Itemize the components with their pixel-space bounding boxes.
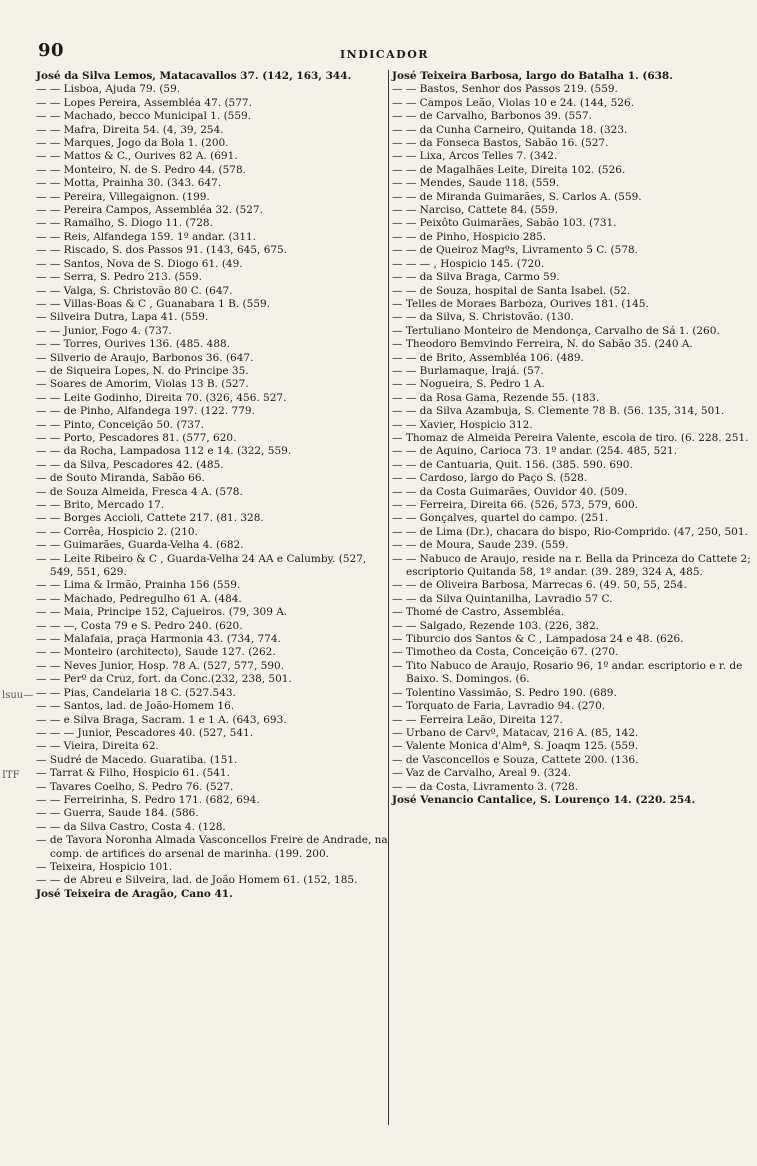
directory-entry: — — Monteiro, N. de S. Pedro 44. (578. — [36, 163, 246, 176]
directory-entry: — — Malafaia, praça Harmonia 43. (734, 774. — [36, 633, 281, 646]
directory-entry: — Thomé de Castro, Assembléa. — [392, 606, 565, 619]
directory-entry: — — Villas-Boas & C , Guanabara 1 B. (559. — [36, 297, 271, 310]
directory-entry: — — Mendes, Saude 118. (559. — [392, 177, 560, 190]
directory-entry: — Torquato de Faria, Lavradio 94. (270. — [392, 700, 606, 713]
directory-entry: — — de Queiroz Magºs, Livramento 5 C. (578. — [392, 244, 639, 257]
directory-entry: — — de Aquino, Carioca 73. 1º andar. (254. 485, 521. — [392, 445, 678, 458]
directory-entry: — Theodoro Bemvindo Ferreira, N. do Sabão 35. (240 A. — [392, 338, 693, 351]
directory-entry: — — de Brito, Assembléa 106. (489. — [392, 351, 584, 364]
directory-entry: — — Lopes Pereira, Assembléa 47. (577. — [36, 96, 252, 109]
directory-entry: — — Lixa, Arcos Telles 7. (342. — [392, 150, 558, 163]
directory-entry: — — da Silva, Pescadores 42. (485. — [36, 458, 224, 471]
directory-entry: — — da Costa Guimarães, Ouvidor 40. (509. — [392, 485, 628, 498]
directory-entry: — — Torres, Ourives 136. (485. 488. — [36, 338, 231, 351]
running-head: INDICADOR — [340, 48, 429, 61]
directory-entry: — — Ferreira, Direita 66. (526, 573, 579, 600. — [392, 499, 639, 511]
directory-entry: — Valente Monica d'Almª, S. Joaqm 125. (559. — [392, 740, 639, 753]
directory-entry: — — — Junior, Pescadores 40. (527, 541. — [36, 726, 254, 739]
directory-entry: — — Ferreirinha, S. Pedro 171. (682, 694. — [36, 793, 260, 806]
directory-entry: — — da Fonseca Bastos, Sabão 16. (527. — [392, 137, 609, 150]
directory-entry: — — da Silva Braga, Carmo 59. — [392, 271, 560, 284]
directory-entry: — Teixeira, Hospicio 101. — [36, 860, 173, 873]
directory-entry: — de Siqueira Lopes, N. do Principe 35. — [36, 364, 249, 377]
directory-entry: — — Machado, Pedregulho 61 A. (484. — [36, 592, 242, 605]
directory-entry: — — Vieira, Direita 62. — [36, 740, 159, 753]
directory-entry: — — de Oliveira Barbosa, Marrecas 6. (49. 50, 55, 254. — [392, 579, 687, 592]
directory-entry: — — Machado, becco Municipal 1. (559. — [36, 110, 252, 123]
directory-entry: — Silveira Dutra, Lapa 41. (559. — [36, 311, 209, 324]
directory-entry: — — Burlamaque, Irajá. (57. — [392, 364, 544, 377]
directory-entry: — — Monteiro (architecto), Saude 127. (262. — [36, 646, 276, 659]
directory-entry: — — Pias, Candelaria 18 C. (527.543. — [36, 686, 236, 699]
directory-entry: — — Valga, S. Christovão 80 C. (647. — [36, 284, 233, 297]
directory-entry: — — Porto, Pescadores 81. (577, 620. — [36, 431, 237, 444]
directory-entry: — — Leite Ribeiro & C , Guarda-Velha 24 AA e Calumby. (527, 549, 551, 629. — [36, 552, 367, 579]
directory-entry: — Vaz de Carvalho, Areal 9. (324. — [392, 767, 572, 780]
directory-entry: — — de Carvalho, Barbonos 39. (557. — [392, 110, 592, 123]
directory-entry: — — de Abreu e Silveira, lad. de João Homem 61. (152, 185. — [36, 874, 358, 887]
directory-entry: — — Lima & Irmão, Prainha 156 (559. — [36, 579, 241, 592]
directory-entry: — — Junior, Fogo 4. (737. — [36, 324, 172, 337]
directory-entry: — — da Cunha Carneiro, Quitanda 18. (323. — [392, 123, 628, 136]
directory-entry: — — da Silva, S. Christovão. (130. — [392, 311, 574, 324]
directory-entry: — — Cardoso, largo do Paço S. (528. — [392, 472, 588, 485]
directory-entry: — — Lisboa, Ajuda 79. (59. — [36, 83, 181, 96]
directory-entry: — Sudré de Macedo. Guaratiba. (151. — [36, 753, 238, 766]
directory-entry: — Tolentino Vassimão, S. Pedro 190. (689. — [392, 686, 617, 699]
directory-entry: — — Reis, Alfandega 159. 1º andar. (311. — [36, 230, 257, 243]
right-column — [392, 70, 752, 807]
directory-entry: — — Bastos, Senhor dos Passos 219. (559. — [392, 83, 618, 96]
directory-entry: — Soares de Amorim, Violas 13 B. (527. — [36, 378, 249, 391]
directory-entry: — de Souto Miranda, Sabão 66. — [36, 472, 205, 485]
column-divider — [388, 70, 389, 1125]
directory-entry: — — Nabuco de Araujo, reside na r. Bella da Princeza do Cattete 2; escriptorio Quitanda 58, 1º andar. (39. 289, 324 A, 485. — [392, 552, 751, 579]
directory-entry: — — Salgado, Rezende 103. (226, 382. — [392, 619, 599, 632]
directory-entry: — — Ferreira Leão, Direita 127. — [392, 713, 563, 726]
directory-entry: — — Neves Junior, Hosp. 78 A. (527, 577, 590. — [36, 659, 285, 672]
directory-entry: — — Pinto, Conceição 50. (737. — [36, 418, 204, 431]
directory-entry: — Telles de Moraes Barboza, Ourives 181. (145. — [392, 297, 649, 310]
directory-entry: — — de Cantuaria, Quit. 156. (385. 590. 690. — [392, 458, 633, 471]
directory-entry: — — da Costa, Livramento 3. (728. — [392, 780, 579, 793]
directory-entry: — — da Rocha, Lampadosa 112 e 14. (322, 559. — [36, 445, 292, 458]
directory-entry: — — de Pinho, Alfandega 197. (122. 779. — [36, 405, 255, 418]
directory-entry: — de Tavora Noronha Almada Vasconcellos Freire de Andrade, na comp. de artifices do arsenal de marinha. (199. 200. — [36, 834, 388, 860]
directory-entry: — — Ramalho, S. Diogo 11. (728. — [36, 217, 213, 230]
left-column — [36, 70, 390, 901]
directory-entry: — — Pereira Campos, Assembléa 32. (527. — [36, 204, 263, 217]
directory-entry: — de Vasconcellos e Souza, Cattete 200. (136. — [392, 753, 639, 766]
directory-entry: — Tiburcio dos Santos & C , Lampadosa 24 e 48. (626. — [392, 633, 684, 646]
directory-entry: — — Maia, Principe 152, Cajueiros. (79, 309 A. — [36, 606, 288, 619]
directory-entry: José Teixeira Barbosa, largo do Batalha 1. (638. — [392, 70, 673, 82]
directory-entry: — — Narciso, Cattete 84. (559. — [392, 204, 558, 217]
directory-entry: — — Borges Accioli, Cattete 217. (81. 328. — [36, 512, 264, 525]
directory-entry: — — Marques, Jogo da Bola 1. (200. — [36, 137, 229, 150]
directory-entry: — Thomaz de Almeida Pereira Valente, escola de tiro. (6. 228. 251. — [392, 431, 749, 444]
directory-entry: José da Silva Lemos, Matacavallos 37. (142, 163, 344. — [36, 70, 352, 82]
directory-entry: — Urbano de Carvº, Matacav, 216 A. (85, 142. — [392, 726, 639, 739]
directory-entry: — — Perº da Cruz, fort. da Conc.(232, 238, 501. — [36, 673, 292, 686]
directory-entry: — — Riscado, S. dos Passos 91. (143, 645, 675. — [36, 244, 288, 257]
directory-entry: — — — , Hospicio 145. (720. — [392, 257, 545, 270]
directory-entry: — — Campos Leão, Violas 10 e 24. (144, 526. — [392, 96, 635, 109]
directory-entry: José Venancio Cantalice, S. Lourenço 14. (220. 254. — [392, 793, 696, 806]
directory-entry: — — Motta, Prainha 30. (343. 647. — [36, 177, 222, 190]
directory-entry: — Tavares Coelho, S. Pedro 76. (527. — [36, 780, 234, 793]
margin-mark: ITF — [2, 770, 20, 781]
directory-entry: — — Nogueira, S. Pedro 1 A. — [392, 378, 545, 391]
directory-entry: — — Peixôto Guimarães, Sabão 103. (731. — [392, 217, 617, 230]
margin-mark: lsuu— — [2, 690, 34, 701]
directory-entry: — — Santos, Nova de S. Diogo 61. (49. — [36, 257, 243, 270]
directory-entry: — Tertuliano Monteiro de Mendonça, Carvalho de Sá 1. (260. — [392, 324, 720, 337]
directory-entry: — Timotheo da Costa, Conceição 67. (270. — [392, 646, 619, 659]
directory-entry: — — da Silva Castro, Costa 4. (128. — [36, 820, 226, 833]
directory-entry: — — de Souza, hospital de Santa Isabel. (52. — [392, 284, 631, 297]
directory-entry: — — da Rosa Gama, Rezende 55. (183. — [392, 391, 600, 404]
directory-entry: José Teixeira de Aragão, Cano 41. — [36, 887, 233, 900]
directory-entry: — — Leite Godinho, Direita 70. (326, 456. 527. — [36, 391, 287, 404]
directory-entry: — — de Pinho, Hospicio 285. — [392, 230, 547, 243]
directory-entry: — — Corrêa, Hospicio 2. (210. — [36, 525, 198, 538]
directory-entry: — — Guimarães, Guarda-Velha 4. (682. — [36, 539, 244, 552]
directory-entry: — — de Magalhães Leite, Direita 102. (526. — [392, 163, 626, 176]
directory-entry: — — Mattos & C., Ourives 82 A. (691. — [36, 150, 238, 163]
directory-entry: — — Gonçalves, quartel do campo. (251. — [392, 512, 609, 525]
directory-entry: — — Serra, S. Pedro 213. (559. — [36, 271, 202, 284]
directory-entry: — — Xavier, Hospicio 312. — [392, 418, 533, 431]
directory-entry: — — Pereira, Villegaignon. (199. — [36, 190, 210, 203]
directory-entry: — — de Miranda Guimarães, S. Carlos A. (559. — [392, 190, 642, 203]
directory-entry: — — de Moura, Saude 239. (559. — [392, 539, 569, 552]
directory-entry: — — e Silva Braga, Sacram. 1 e 1 A. (643, 693. — [36, 713, 287, 726]
directory-entry: — — Guerra, Saude 184. (586. — [36, 807, 199, 820]
directory-entry: — — Brito, Mercado 17. — [36, 499, 165, 511]
directory-entry: — — da Silva Azambuja, S. Clemente 78 B. (56. 135, 314, 501. — [392, 405, 725, 418]
directory-entry: — Tarrat & Filho, Hospicio 61. (541. — [36, 767, 230, 780]
directory-entry: — Silverio de Araujo, Barbonos 36. (647. — [36, 351, 254, 364]
page-number: 90 — [38, 40, 65, 61]
directory-entry: — — de Lima (Dr.), chacara do bispo, Rio-Comprido. (47, 250, 501. — [392, 525, 748, 538]
directory-entry: — — Santos, lad. de João-Homem 16. — [36, 700, 235, 713]
directory-entry: — — —, Costa 79 e S. Pedro 240. (620. — [36, 619, 243, 632]
directory-entry: — — da Silva Quintanilha, Lavradio 57 C. — [392, 592, 613, 605]
directory-entry: — — Mafra, Direita 54. (4, 39, 254. — [36, 123, 224, 136]
directory-entry: — de Souza Almeida, Fresca 4 A. (578. — [36, 485, 243, 498]
directory-entry: — Tito Nabuco de Araujo, Rosario 96, 1º andar. escriptorio e r. de Baixo. S. Domingos. (6. — [392, 659, 743, 686]
